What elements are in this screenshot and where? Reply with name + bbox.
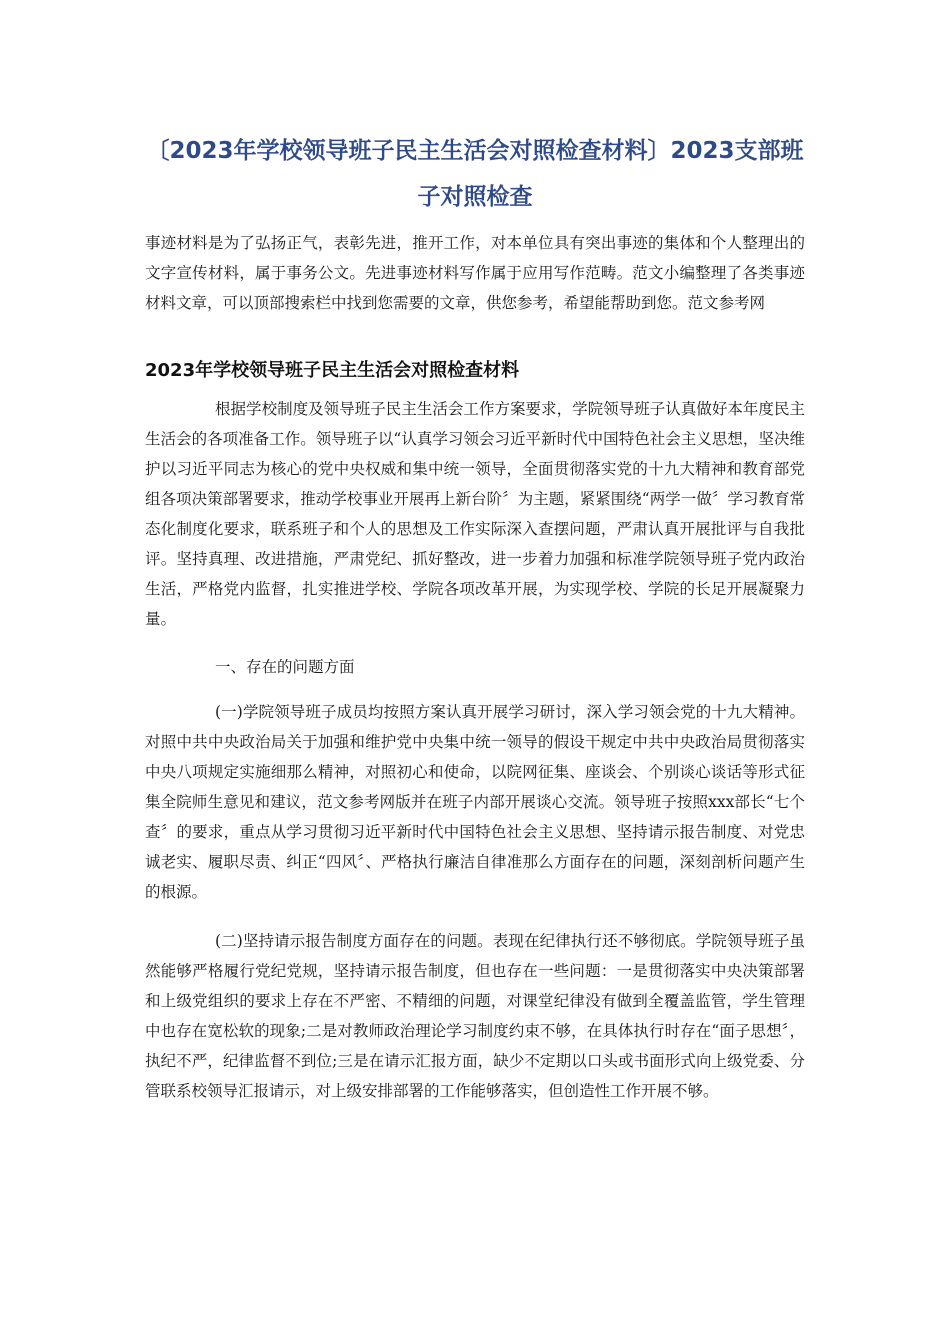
body-paragraph: (一)学院领导班子成员均按照方案认真开展学习研讨，深入学习领会党的十九大精神。对照中共中央政治局关于加强和维护党中央集中统一领导的假设干规定中共中央政治局贯彻落实中央八项规定实施细那么精神，对照初心和使命，以院网征集、座谈会、个别谈心谈话等形式征集全院师生意见和建议，范文参考网版并在班子内部开展谈心交流。领导班子按照xxx部长“七个查〞的要求，重点从学习贯彻习近平新时代中国特色社会主义思想、坚持请示报告制度、对党忠诚老实、履职尽责、纠正“四风〞、严格执行廉洁自律准那么方面存在的问题，深刻剖析问题产生的根源。 — [145, 703, 805, 901]
document-title: 〔2023年学校领导班子民主生活会对照检查材料〕2023支部班子对照检查 — [146, 138, 804, 210]
intro-paragraph: 事迹材料是为了弘扬正气，表彰先进，推开工作，对本单位具有突出事迹的集体和个人整理出的文字宣传材料，属于事务公文。先进事迹材料写作属于应用写作范畴。范文小编整理了各类事迹材料文章，可以顶部搜索栏中找到您需要的文章，供您参考，希望能帮助到您。范文参考网 — [145, 234, 805, 312]
section-heading: 2023年学校领导班子民主生活会对照检查材料 — [145, 360, 520, 381]
body-paragraph: (二)坚持请示报告制度方面存在的问题。表现在纪律执行还不够彻底。学院领导班子虽然能够严格履行党纪党规，坚持请示报告制度，但也存在一些问题：一是贯彻落实中央决策部署和上级党组织的要求上存在不严密、不精细的问题，对课堂纪律没有做到全覆盖监管，学生管理中也存在宽松软的现象;二是对教师政治理论学习制度约束不够，在具体执行时存在“面子思想〞，执纪不严，纪律监督不到位;三是在请示汇报方面，缺少不定期以口头或书面形式向上级党委、分管联系校领导汇报请示，对上级安排部署的工作能够落实，但创造性工作开展不够。 — [145, 932, 805, 1100]
body-paragraph: 根据学校制度及领导班子民主生活会工作方案要求，学院领导班子认真做好本年度民主生活会的各项准备工作。领导班子以“认真学习领会习近平新时代中国特色社会主义思想，坚决维护以习近平同志为核心的党中央权威和集中统一领导，全面贯彻落实党的十九大精神和教育部党组各项决策部署要求，推动学校事业开展再上新台阶〞为主题，紧紧围绕“两学一做〞学习教育常态化制度化要求，联系班子和个人的思想及工作实际深入查摆问题，严肃认真开展批评与自我批评。坚持真理、改进措施，严肃党纪、抓好整改，进一步着力加强和标准学院领导班子党内政治生活，严格党内监督，扎实推进学校、学院各项改革开展，为实现学校、学院的长足开展凝聚力量。 — [145, 400, 805, 628]
subsection-heading: 一、存在的问题方面 — [215, 658, 355, 676]
